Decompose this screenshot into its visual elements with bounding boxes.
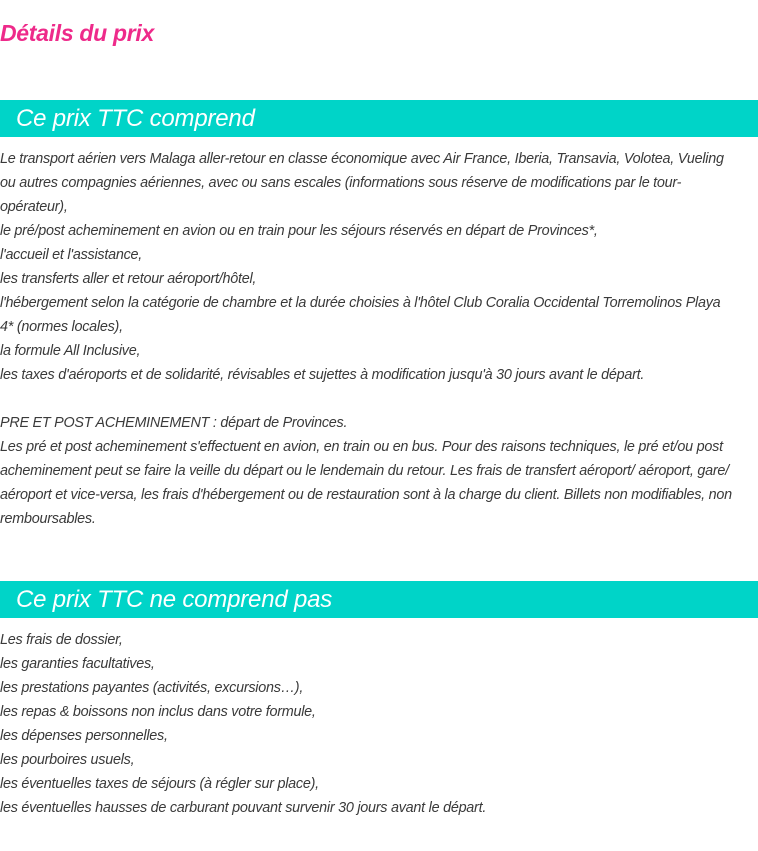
includes-line: la formule All Inclusive,: [0, 343, 141, 359]
pre-post-title: PRE ET POST ACHEMINEMENT : départ de Provinces.: [0, 415, 348, 431]
excludes-line: les prestations payantes (activités, excursions…),: [0, 680, 304, 696]
includes-line: ou autres compagnies aériennes, avec ou sans escales (informations sous réserve de modifications par le tour-: [0, 175, 682, 191]
includes-line: l'accueil et l'assistance,: [0, 247, 143, 263]
pre-post-line: remboursables.: [0, 511, 96, 527]
pre-post-line: acheminement peut se faire la veille du départ ou le lendemain du retour. Les frais de transfert aéroport/ aéroport, gare/: [0, 463, 729, 479]
excludes-heading: Ce prix TTC ne comprend pas: [0, 581, 758, 618]
includes-section: [0, 147, 758, 531]
includes-line: les taxes d'aéroports et de solidarité, révisables et sujettes à modification jusqu'à 30 jours avant le départ.: [0, 367, 645, 383]
pre-post-line: aéroport et vice-versa, les frais d'hébergement ou de restauration sont à la charge du client. Billets non modifiables, non: [0, 487, 732, 503]
page-title: Détails du prix: [0, 20, 154, 46]
includes-line: le pré/post acheminement en avion ou en train pour les séjours réservés en départ de Provinces*,: [0, 223, 598, 239]
includes-line: opérateur),: [0, 199, 68, 215]
includes-line: 4* (normes locales),: [0, 319, 123, 335]
excludes-line: Les frais de dossier,: [0, 632, 123, 648]
excludes-section: [0, 628, 758, 820]
includes-heading: Ce prix TTC comprend: [0, 100, 758, 137]
excludes-line: les éventuelles hausses de carburant pouvant survenir 30 jours avant le départ.: [0, 800, 487, 816]
excludes-line: les garanties facultatives,: [0, 656, 155, 672]
excludes-line: les dépenses personnelles,: [0, 728, 168, 744]
excludes-line: les éventuelles taxes de séjours (à régler sur place),: [0, 776, 319, 792]
includes-line: Le transport aérien vers Malaga aller-retour en classe économique avec Air France, Iberia, Transavia, Volotea, Vueling: [0, 151, 724, 167]
includes-line: les transferts aller et retour aéroport/hôtel,: [0, 271, 257, 287]
includes-line: l'hébergement selon la catégorie de chambre et la durée choisies à l'hôtel Club Coralia Occidental Torremolinos Playa: [0, 295, 721, 311]
spacer: [0, 387, 758, 411]
excludes-line: les pourboires usuels,: [0, 752, 135, 768]
pre-post-line: Les pré et post acheminement s'effectuent en avion, en train ou en bus. Pour des raisons techniques, le pré et/ou post: [0, 439, 723, 455]
excludes-line: les repas & boissons non inclus dans votre formule,: [0, 704, 316, 720]
